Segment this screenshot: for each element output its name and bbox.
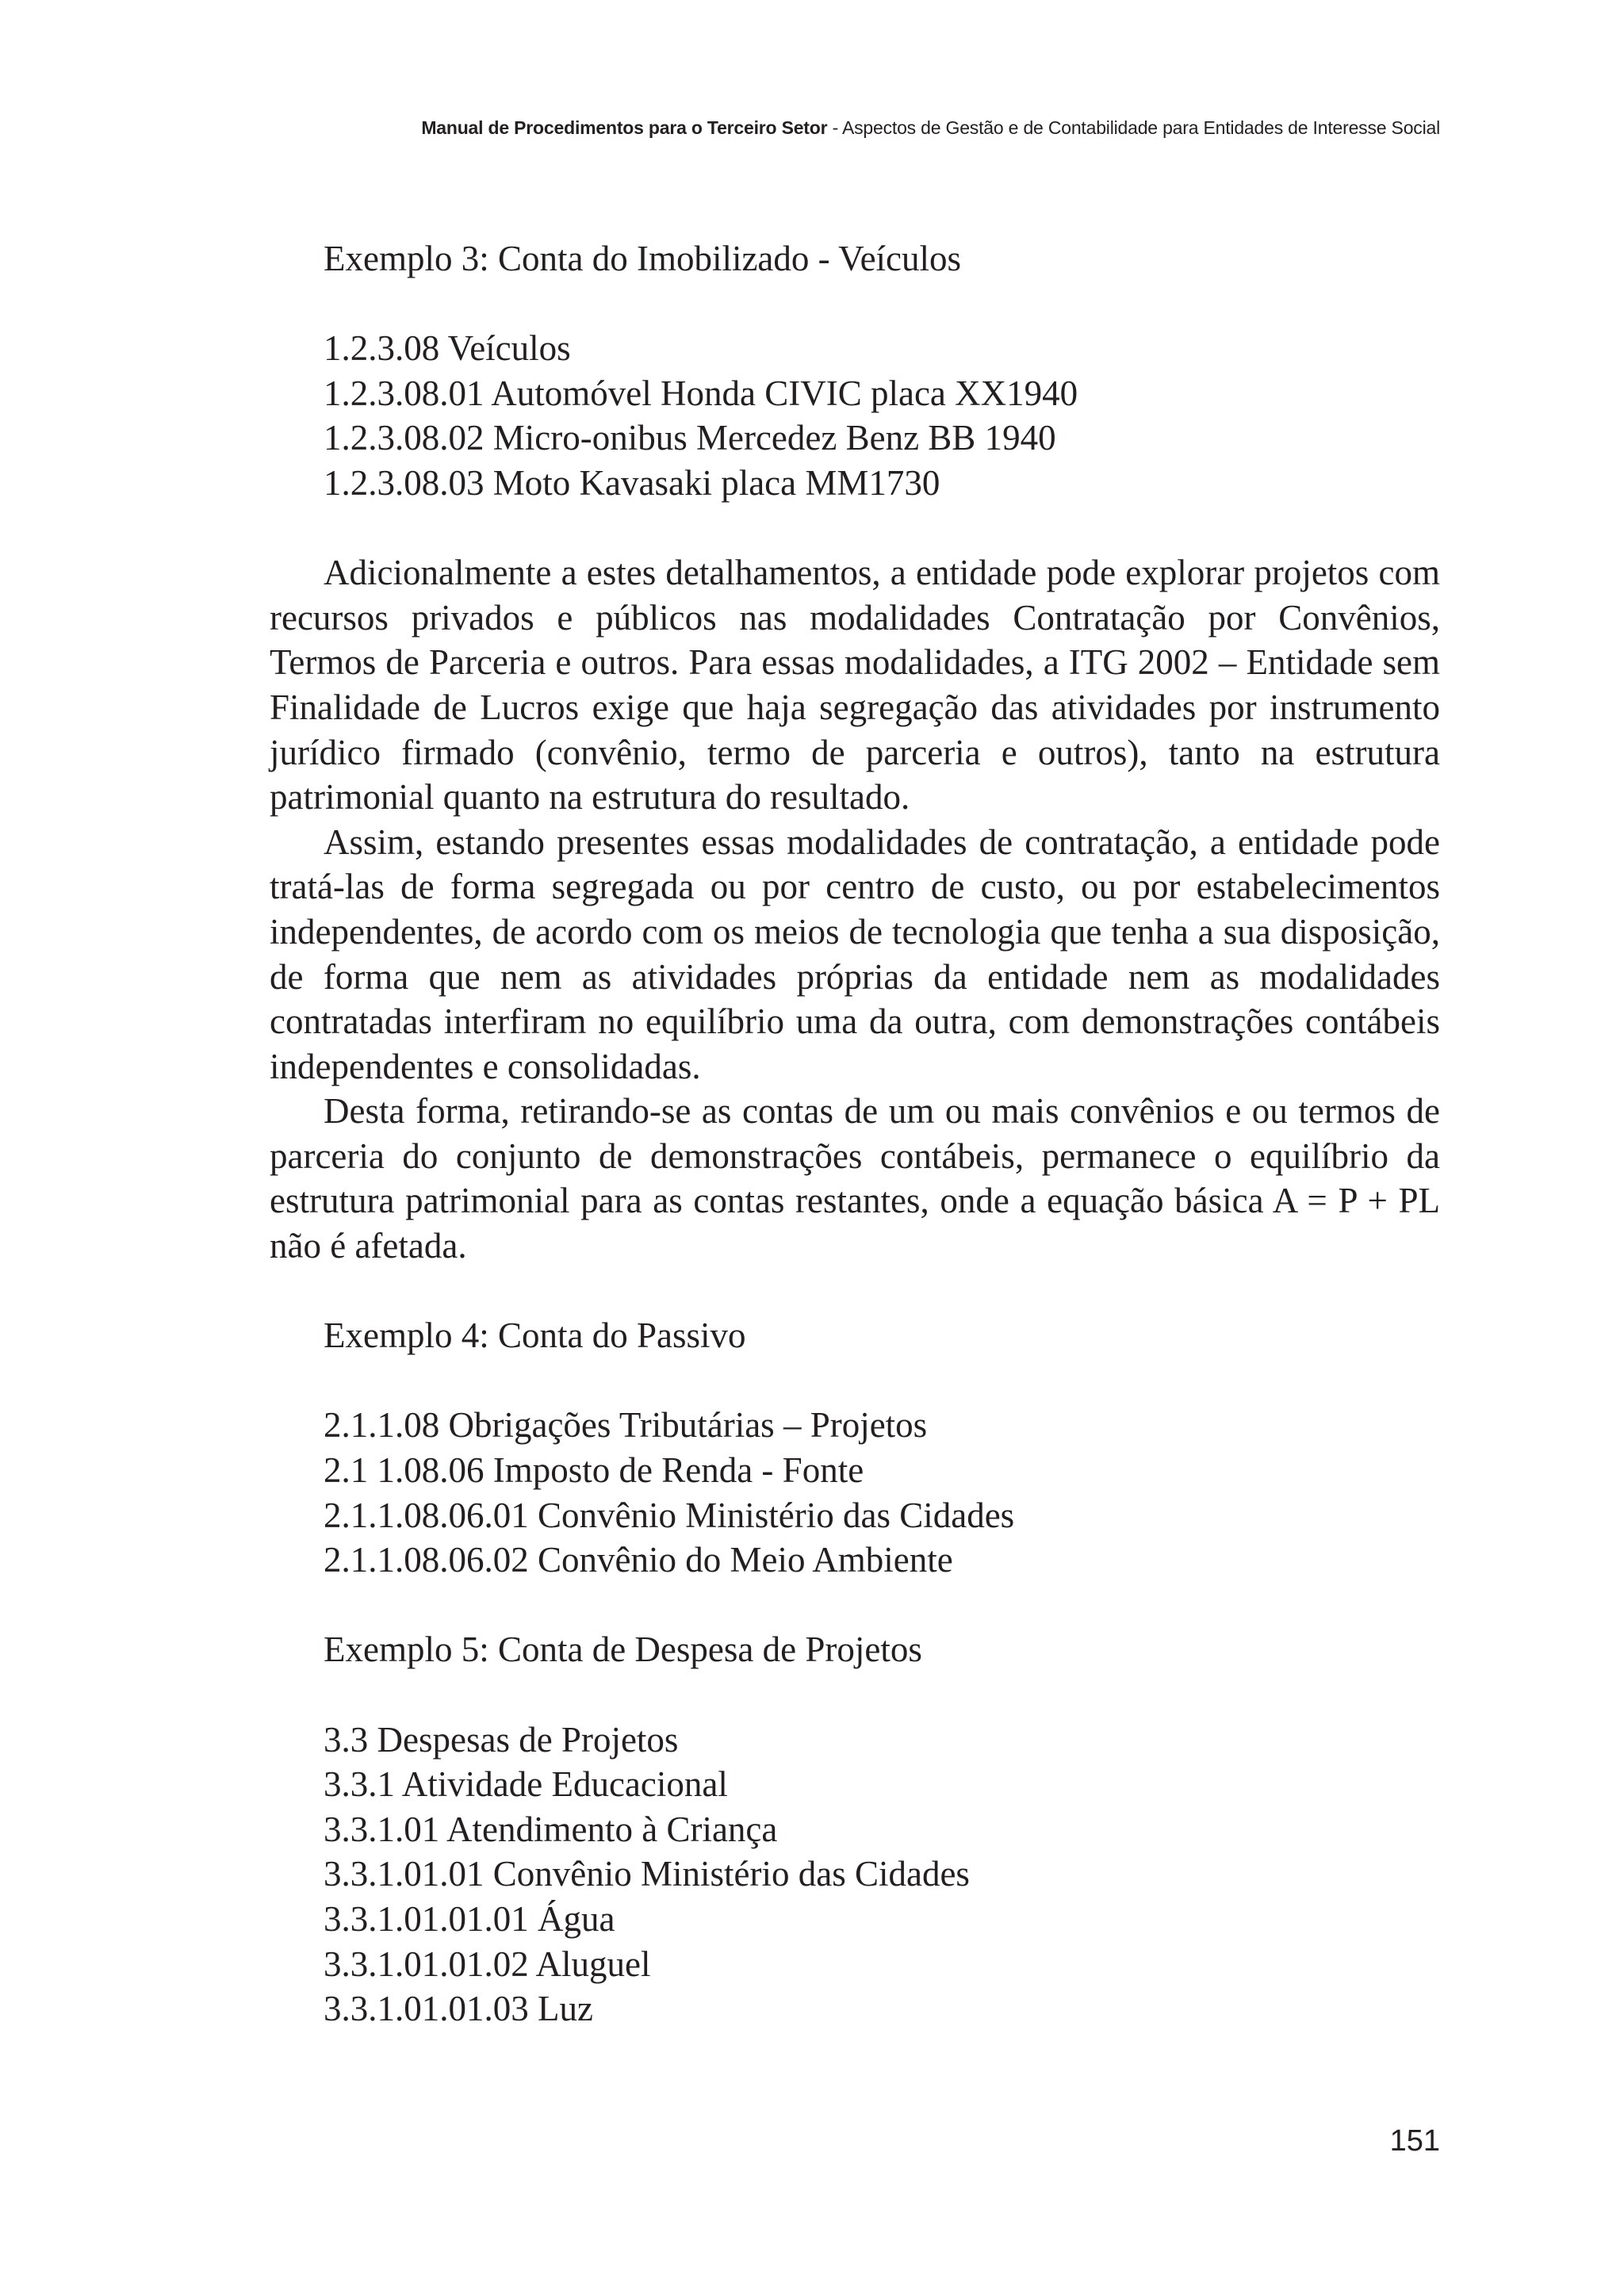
account-line: 3.3.1 Atividade Educacional xyxy=(324,1764,728,1805)
example-5-heading: Exemplo 5: Conta de Despesa de Projetos xyxy=(324,1630,922,1670)
example-3-account-list xyxy=(270,326,1440,505)
account-line: 3.3.1.01.01 Convênio Ministério das Cidades xyxy=(324,1854,970,1894)
header-separator: - xyxy=(827,117,842,138)
account-line: 1.2.3.08.03 Moto Kavasaki placa MM1730 xyxy=(324,462,940,503)
account-line: 3.3.1.01.01.02 Aluguel xyxy=(324,1944,651,1984)
body-paragraph: Assim, estando presentes essas modalidades de contratação, a entidade pode tratá-las de forma segregada ou por centro de custo, ou por estabelecimentos independentes, de acordo com os meios de tecnologia que tenha a sua disposição, de forma que nem as atividades próprias da entidade nem as modalidades contratadas interfiram no equilíbrio uma da outra, com demonstrações contábeis independentes e consolidadas. xyxy=(270,821,1440,1086)
account-line: 3.3.1.01 Atendimento à Criança xyxy=(324,1809,778,1849)
account-line: 3.3.1.01.01.01 Água xyxy=(324,1898,615,1939)
spacer xyxy=(270,1583,1440,1628)
account-line: 2.1 1.08.06 Imposto de Renda - Fonte xyxy=(324,1450,864,1491)
account-line: 2.1.1.08 Obrigações Tributárias – Projetos xyxy=(324,1405,928,1446)
account-line: 1.2.3.08 Veículos xyxy=(324,328,571,369)
account-line: 1.2.3.08.01 Automóvel Honda CIVIC placa XX1940 xyxy=(324,373,1078,413)
spacer xyxy=(270,1269,1440,1314)
account-line: 3.3.1.01.01.03 Luz xyxy=(324,1989,593,2029)
account-line: 2.1.1.08.06.02 Convênio do Meio Ambiente xyxy=(324,1540,953,1580)
page-number: 151 xyxy=(1389,2124,1440,2158)
example-4-account-list xyxy=(270,1403,1440,1582)
header-title: Manual de Procedimentos para o Terceiro Setor xyxy=(421,117,828,138)
spacer xyxy=(270,506,1440,551)
example-3-heading: Exemplo 3: Conta do Imobilizado - Veículos xyxy=(324,239,962,278)
body-paragraph: Adicionalmente a estes detalhamentos, a entidade pode explorar projetos com recursos privados e públicos nas modalidades Contratação por Convênios, Termos de Parceria e outros. Para essas modalidades, a ITG 2002 – Entidade sem Finalidade de Lucros exige que haja segregação das atividades por instrumento jurídico firmado (convênio, termo de parceria e outros), tanto na estrutura patrimonial quanto na estrutura do resultado. xyxy=(270,553,1440,818)
account-line: 2.1.1.08.06.01 Convênio Ministério das Cidades xyxy=(324,1495,1015,1535)
body-paragraph: Desta forma, retirando-se as contas de um ou mais convênios e ou termos de parceria do conjunto de demonstrações contábeis, permanece o equilíbrio da estrutura patrimonial para as contas restantes, onde a equação básica A = P + PL não é afetada. xyxy=(270,1091,1440,1266)
example-5-account-list xyxy=(270,1718,1440,2032)
running-header xyxy=(317,116,1440,140)
page-body xyxy=(270,236,1440,2032)
account-line: 3.3 Despesas de Projetos xyxy=(324,1719,679,1760)
example-4-heading: Exemplo 4: Conta do Passivo xyxy=(324,1315,746,1356)
account-line: 1.2.3.08.02 Micro-onibus Mercedez Benz BB 1940 xyxy=(324,418,1056,458)
header-subtitle: Aspectos de Gestão e de Contabilidade para Entidades de Interesse Social xyxy=(841,117,1440,138)
